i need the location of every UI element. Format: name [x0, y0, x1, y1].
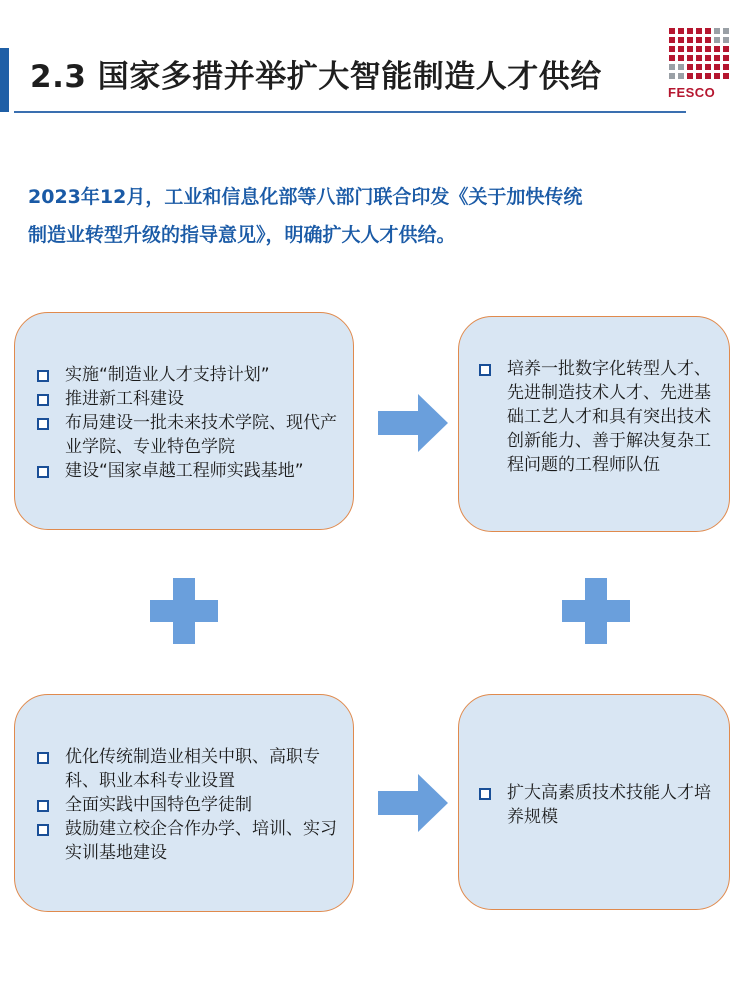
logo-dot [669, 55, 675, 61]
list-item [33, 387, 349, 411]
logo-dot [714, 28, 720, 34]
title-divider [14, 111, 686, 113]
logo-dot [696, 28, 702, 34]
bullet-list [33, 363, 349, 483]
square-bullet-icon [37, 752, 49, 764]
logo-dot [723, 55, 729, 61]
outcome-box-skilled-talent [458, 694, 730, 910]
page-title: 2.3 国家多措并举扩大智能制造人才供给 [30, 59, 602, 95]
list-item-text: 鼓励建立校企合作办学、培训、实习实训基地建设 [65, 819, 337, 863]
logo-dot [687, 46, 693, 52]
logo-dot [705, 55, 711, 61]
logo-dot-grid [669, 28, 730, 79]
logo-dot [678, 46, 684, 52]
list-item-text: 布局建设一批未来技术学院、现代产业学院、专业特色学院 [65, 413, 337, 457]
logo-dot [669, 46, 675, 52]
intro-text [28, 178, 718, 254]
list-item [33, 817, 349, 865]
bullet-list [33, 745, 349, 865]
logo-dot [714, 73, 720, 79]
logo-dot [723, 73, 729, 79]
list-item-text: 全面实践中国特色学徒制 [65, 795, 252, 815]
measures-box-talent-programs [14, 312, 354, 530]
list-item-text: 扩大高素质技术技能人才培养规模 [507, 783, 711, 827]
plus-icon [150, 578, 218, 644]
list-item [33, 745, 349, 793]
square-bullet-icon [37, 466, 49, 478]
logo-dot [687, 55, 693, 61]
list-item [33, 459, 349, 483]
logo-dot [687, 37, 693, 43]
square-bullet-icon [479, 364, 491, 376]
square-bullet-icon [37, 800, 49, 812]
logo-dot [669, 37, 675, 43]
logo-dot [714, 64, 720, 70]
outcome-box-engineer-teams [458, 316, 730, 532]
bullet-list [475, 357, 725, 477]
logo-dot [669, 28, 675, 34]
list-item [475, 357, 725, 477]
fesco-logo [668, 28, 730, 106]
logo-dot [723, 28, 729, 34]
list-item [33, 793, 349, 817]
list-item [33, 411, 349, 459]
bullet-list [475, 781, 725, 829]
arrow-right-icon [378, 394, 448, 452]
square-bullet-icon [37, 394, 49, 406]
list-item-text: 建设“国家卓越工程师实践基地” [65, 461, 304, 481]
square-bullet-icon [37, 824, 49, 836]
logo-dot [705, 37, 711, 43]
logo-dot [696, 73, 702, 79]
square-bullet-icon [479, 788, 491, 800]
logo-dot [678, 37, 684, 43]
logo-dot [723, 37, 729, 43]
logo-dot [678, 64, 684, 70]
intro-line-1: 2023年12月，工业和信息化部等八部门联合印发《关于加快传统 [28, 186, 583, 208]
logo-dot [705, 73, 711, 79]
logo-dot [669, 73, 675, 79]
logo-dot [678, 73, 684, 79]
logo-dot [687, 64, 693, 70]
logo-dot [687, 73, 693, 79]
logo-dot [696, 64, 702, 70]
logo-dot [696, 46, 702, 52]
logo-dot [696, 55, 702, 61]
arrow-right-icon [378, 774, 448, 832]
logo-dot [678, 28, 684, 34]
logo-dot [705, 46, 711, 52]
logo-text: FESCO [668, 85, 716, 100]
logo-dot [705, 28, 711, 34]
list-item-text: 实施“制造业人才支持计划” [65, 365, 270, 385]
logo-dot [678, 55, 684, 61]
list-item [33, 363, 349, 387]
list-item-text: 培养一批数字化转型人才、先进制造技术人才、先进基础工艺人才和具有突出技术创新能力、善于解决复杂工程问题的工程师队伍 [507, 359, 711, 475]
logo-dot [669, 64, 675, 70]
list-item-text: 推进新工科建设 [65, 389, 184, 409]
title-accent-bar [0, 48, 9, 112]
logo-dot [687, 28, 693, 34]
list-item-text: 优化传统制造业相关中职、高职专科、职业本科专业设置 [65, 747, 320, 791]
logo-dot [705, 64, 711, 70]
square-bullet-icon [37, 370, 49, 382]
list-item [475, 781, 725, 829]
logo-dot [723, 46, 729, 52]
logo-dot [696, 37, 702, 43]
logo-dot [714, 37, 720, 43]
intro-line-2: 制造业转型升级的指导意见》，明确扩大人才供给。 [28, 224, 456, 246]
logo-dot [714, 55, 720, 61]
square-bullet-icon [37, 418, 49, 430]
logo-dot [714, 46, 720, 52]
logo-dot [723, 64, 729, 70]
plus-icon [562, 578, 630, 644]
measures-box-vocational-education [14, 694, 354, 912]
